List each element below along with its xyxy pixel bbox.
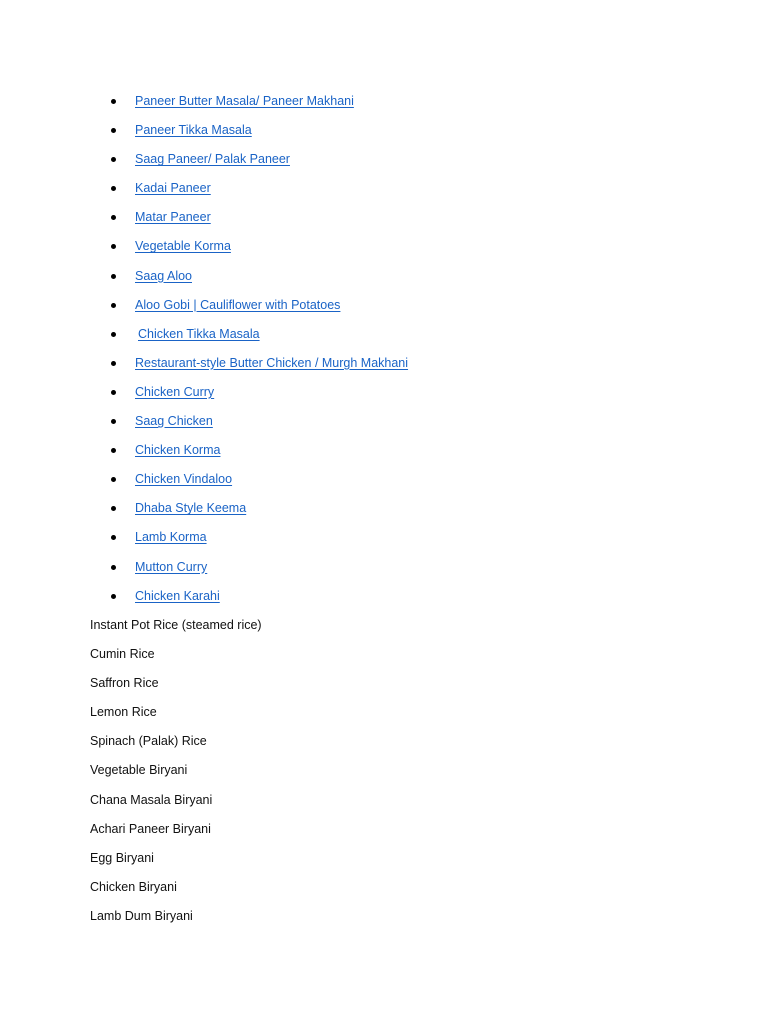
bullet-icon [111, 244, 116, 249]
recipe-link[interactable]: Paneer Tikka Masala [135, 123, 252, 138]
recipe-link[interactable]: Saag Chicken [135, 414, 213, 429]
rice-recipe-item: Vegetable Biryani [90, 763, 188, 778]
recipe-link[interactable]: Kadai Paneer [135, 181, 211, 196]
rice-recipe-item: Chicken Biryani [90, 879, 177, 894]
bullet-icon [111, 390, 116, 395]
bullet-icon [111, 157, 116, 162]
recipe-link[interactable]: Chicken Tikka Masala [138, 326, 260, 341]
rice-recipe-item: Saffron Rice [90, 676, 159, 691]
bullet-icon [111, 186, 116, 191]
rice-recipe-item: Chana Masala Biryani [90, 792, 213, 807]
recipe-link[interactable]: Chicken Curry [135, 384, 215, 399]
bullet-icon [111, 215, 116, 220]
recipe-link[interactable]: Vegetable Korma [135, 239, 231, 254]
bullet-icon [111, 361, 116, 366]
rice-recipe-item: Spinach (Palak) Rice [90, 734, 207, 749]
bullet-icon [111, 128, 116, 133]
bullet-icon [111, 332, 116, 337]
recipe-link[interactable]: Paneer Butter Masala/ Paneer Makhani [135, 94, 354, 108]
rice-recipe-item: Lamb Dum Biryani [90, 908, 193, 923]
recipe-link[interactable]: Chicken Korma [135, 443, 221, 458]
bullet-icon [111, 594, 116, 599]
rice-recipe-item: Instant Pot Rice (steamed rice) [90, 618, 262, 632]
bullet-icon [111, 448, 116, 453]
recipe-link[interactable]: Lamb Korma [135, 530, 207, 545]
recipe-link[interactable]: Saag Aloo [135, 268, 192, 283]
bullet-icon [111, 274, 116, 279]
recipe-link[interactable]: Matar Paneer [135, 210, 211, 225]
recipe-link[interactable]: Dhaba Style Keema [135, 501, 247, 516]
recipe-link[interactable]: Saag Paneer/ Palak Paneer [135, 152, 290, 167]
rice-recipe-list [90, 611, 262, 931]
rice-recipe-item: Achari Paneer Biryani [90, 821, 211, 836]
bullet-icon [111, 99, 116, 104]
rice-recipe-item: Lemon Rice [90, 705, 157, 720]
rice-recipe-item: Cumin Rice [90, 647, 155, 662]
recipe-link[interactable]: Aloo Gobi | Cauliflower with Potatoes [135, 297, 341, 312]
bullet-icon [111, 506, 116, 511]
bullet-icon [111, 535, 116, 540]
bullet-icon [111, 419, 116, 424]
bullet-icon [111, 565, 116, 570]
recipe-link[interactable]: Restaurant-style Butter Chicken / Murgh Makhani [135, 355, 409, 370]
recipe-link[interactable]: Chicken Vindaloo [135, 472, 233, 487]
rice-recipe-item: Egg Biryani [90, 850, 154, 865]
recipe-link[interactable]: Mutton Curry [135, 559, 208, 574]
bullet-icon [111, 477, 116, 482]
bullet-icon [111, 303, 116, 308]
recipe-link[interactable]: Chicken Karahi [135, 588, 220, 603]
